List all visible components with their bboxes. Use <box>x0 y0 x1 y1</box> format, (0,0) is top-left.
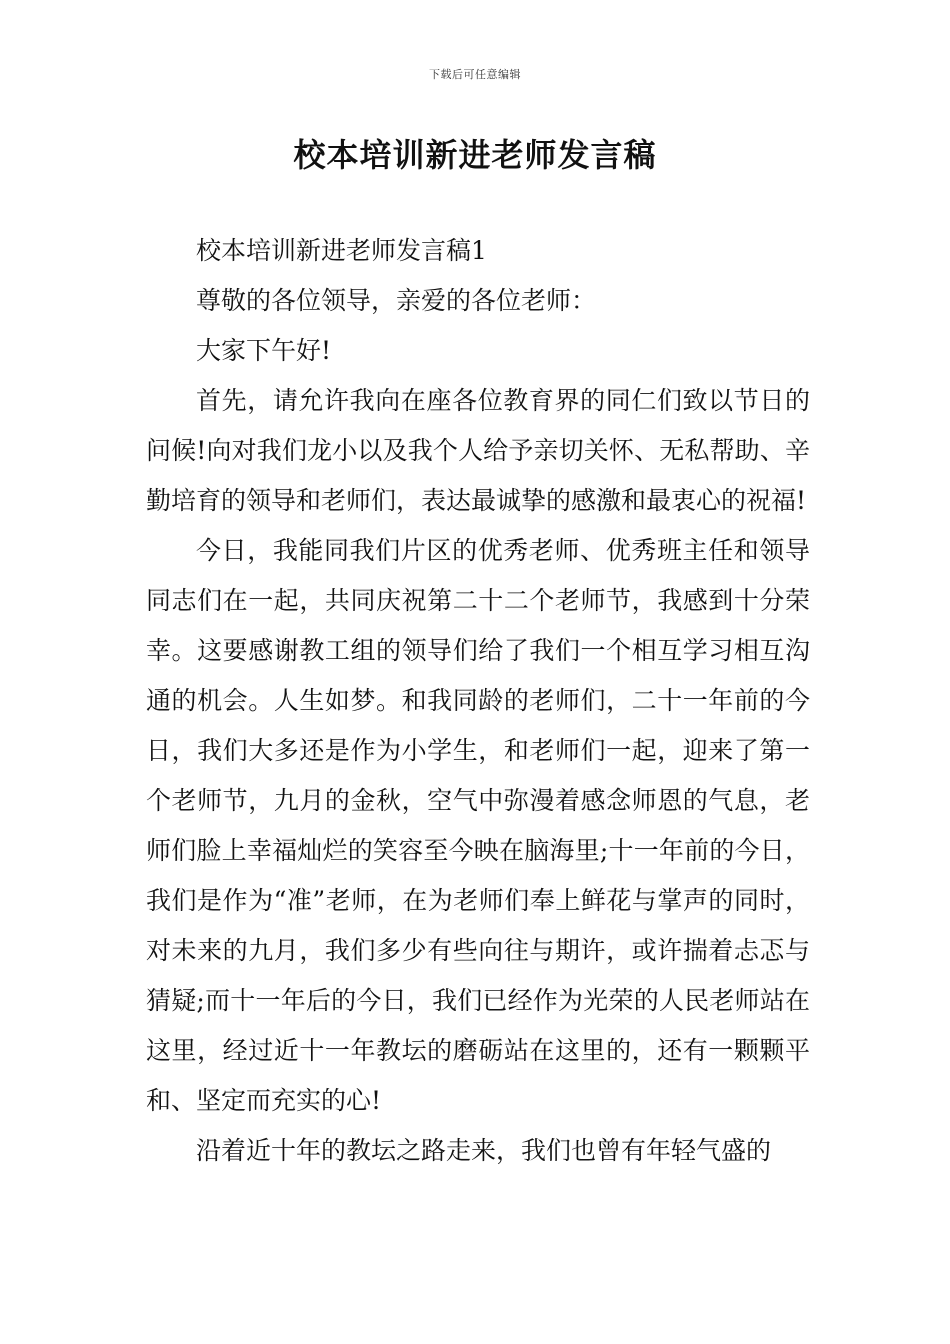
document-body <box>146 226 810 1176</box>
paragraph-continuation: 沿着近十年的教坛之路走来，我们也曾有年轻气盛的 <box>196 1136 772 1165</box>
paragraph-main: 今日，我能同我们片区的优秀老师、优秀班主任和领导同志们在一起，共同庆祝第二十二个老师节，我感到十分荣幸。这要感谢教工组的领导们给了我们一个相互学习相互沟通的机会。人生如梦。和我同龄的老师们，二十一年前的今日，我们大多还是作为小学生，和老师们一起，迎来了第一个老师节，九月的金秋，空气中弥漫着感念师恩的气息，老师们脸上幸福灿烂的笑容至今映在脑海里;十一年前的今日，我们是作为“准”老师，在为老师们奉上鲜花与掌声的同时，对未来的九月，我们多少有些向往与期许，或许揣着忐忑与猜疑;而十一年后的今日，我们已经作为光荣的人民老师站在这里，经过近十一年教坛的磨砺站在这里的，还有一颗颗平和、坚定而充实的心! <box>146 536 810 1115</box>
paragraph-salutation: 尊敬的各位领导，亲爱的各位老师： <box>196 286 597 315</box>
header-note: 下载后可任意编辑 <box>429 68 521 81</box>
paragraph-greeting: 大家下午好! <box>196 336 332 365</box>
paragraph-opening: 首先，请允许我向在座各位教育界的同仁们致以节日的问候!向对我们龙小以及我个人给予亲切关怀、无私帮助、辛勤培育的领导和老师们，表达最诚挚的感激和最衷心的祝福! <box>146 386 810 515</box>
document-title: 校本培训新进老师发言稿 <box>293 136 657 174</box>
paragraph-subtitle: 校本培训新进老师发言稿1 <box>196 236 487 265</box>
